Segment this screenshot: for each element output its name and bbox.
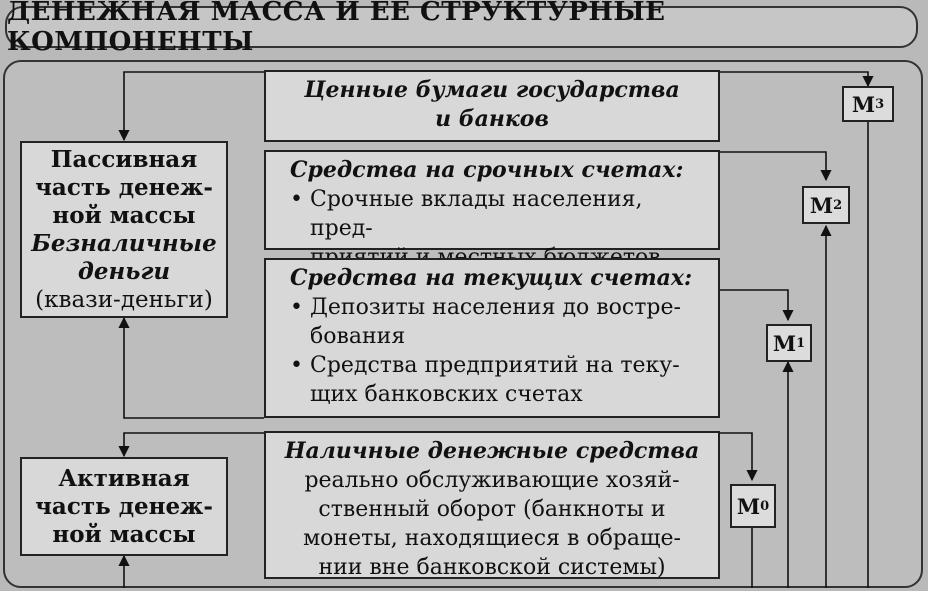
m2-in-connector bbox=[720, 152, 826, 180]
bullet-dot: • bbox=[290, 353, 303, 378]
passive-line2: часть денеж- bbox=[35, 173, 213, 201]
passive-line6: (квази-деньги) bbox=[35, 286, 213, 313]
current-bullet2-line1: Средства предприятий на теку- bbox=[310, 353, 680, 378]
m0-letter: М bbox=[736, 493, 761, 519]
m2-box bbox=[802, 186, 850, 224]
m1-box bbox=[766, 324, 812, 362]
passive-line3: ной массы bbox=[52, 201, 196, 229]
cash-line2: ственный оборот (банкноты и bbox=[318, 497, 666, 522]
cash-head: Наличные денежные средства bbox=[284, 438, 700, 464]
current-head: Средства на текущих счетах: bbox=[290, 265, 693, 291]
cash-line4: нии вне банковской системы) bbox=[318, 555, 666, 580]
current-bullet1-line1: Депозиты населения до востре- bbox=[310, 295, 681, 320]
m0-subscript: 0 bbox=[760, 498, 770, 514]
passive-line1: Пассивная bbox=[50, 145, 198, 173]
active-line1: Активная bbox=[58, 464, 190, 492]
securities-line2: и банков bbox=[435, 106, 549, 132]
passive-line5: деньги bbox=[77, 257, 171, 285]
bullet-dot: • bbox=[290, 187, 303, 212]
active-top-connector bbox=[124, 433, 264, 456]
diagram-title: ДЕНЕЖНАЯ МАССА И ЕЕ СТРУКТУРНЫЕ КОМПОНЕНТЫ bbox=[5, 6, 918, 48]
passive-line4: Безналичные bbox=[31, 229, 217, 257]
passive-money-box bbox=[20, 141, 228, 318]
securities-box bbox=[264, 70, 720, 142]
m0-in-connector bbox=[720, 433, 752, 480]
passive-bottom-connector bbox=[124, 318, 264, 418]
m2-letter: М bbox=[809, 192, 834, 218]
bullet-dot: • bbox=[290, 295, 303, 320]
m1-in-connector bbox=[720, 290, 788, 320]
current-accounts-box bbox=[264, 258, 720, 418]
term-bullet1-line1: Срочные вклады населения, пред- bbox=[310, 187, 643, 241]
cash-box bbox=[264, 431, 720, 579]
cash-line3: монеты, находящиеся в обраще- bbox=[303, 526, 681, 551]
passive-top-connector bbox=[124, 72, 264, 140]
m2-subscript: 2 bbox=[833, 197, 843, 213]
m3-box bbox=[842, 86, 894, 122]
m1-subscript: 1 bbox=[796, 335, 806, 351]
current-bullet2-line2: щих банковских счетах bbox=[310, 382, 583, 407]
term-head: Средства на срочных счетах: bbox=[290, 157, 684, 183]
m3-in-connector bbox=[720, 72, 868, 86]
current-bullet2 bbox=[290, 351, 704, 409]
m3-letter: М bbox=[851, 91, 876, 117]
active-line3: ной массы bbox=[52, 520, 196, 548]
m0-box bbox=[730, 484, 776, 528]
m3-subscript: 3 bbox=[875, 96, 885, 112]
term-accounts-box bbox=[264, 150, 720, 250]
m1-letter: М bbox=[772, 330, 797, 356]
active-money-box bbox=[20, 457, 228, 556]
active-line2: часть денеж- bbox=[35, 492, 213, 520]
cash-line1: реально обслуживающие хозяй- bbox=[304, 468, 680, 493]
current-bullet1-line2: бования bbox=[310, 324, 406, 349]
securities-line1: Ценные бумаги государства bbox=[304, 77, 680, 103]
current-bullet1 bbox=[290, 293, 704, 351]
